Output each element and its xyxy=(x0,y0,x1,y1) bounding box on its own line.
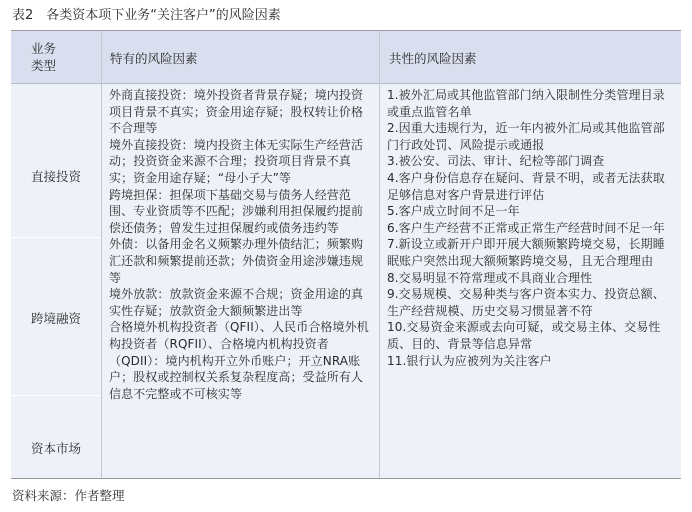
common-risk-item: 9.交易规模、交易种类与客户资本实力、投资总额、生产经营规模、历史交易习惯显著不符 xyxy=(387,287,665,318)
row-label-direct-investment: 直接投资 xyxy=(30,169,81,184)
common-risk-item: 10.交易资金来源或去向可疑，或交易主体、交易性质、目的、背景等信息异常 xyxy=(387,320,661,351)
common-risk-item: 4.客户身份信息存在疑问、背景不明，或者无法获取足够信息对客户背景进行评估 xyxy=(387,170,665,202)
header-business-type xyxy=(31,40,81,74)
business-type-column xyxy=(11,84,101,478)
specific-risk-direct-investment: 外商直接投资：境外投资者背景存疑；境内投资项目背景不真实；资金用途存疑；股权转让价格不合理等 境外直接投资：境内投资主体无实际生产经营活动；投资资金来源不合理；投资项目背景不真实；资金用途存疑；“母小子大”等 xyxy=(109,88,364,185)
column-divider-1 xyxy=(101,31,102,478)
header-business-type-text: 业务 类型 xyxy=(31,41,57,73)
common-risk-item: 11.银行认为应被列为关注客户 xyxy=(387,353,552,368)
row-label-cross-border-financing: 跨境融资 xyxy=(30,311,81,326)
specific-risk-cross-border-financing: 跨境担保：担保项下基础交易与债务人经营范围、专业资质等不匹配；涉嫌利用担保履约提前偿还债务；曾发生过担保履约或债务违约等 外债：以备用金名义频繁办理外债结汇；频繁购汇还款和频繁提前还款；外债资金用途涉嫌违规等 境外放款：放款资金来源不合规；资金用途的真实性存疑；放款资金大额频繁进出等 xyxy=(109,187,364,318)
common-risk-column xyxy=(387,87,675,369)
common-risk-item: 7.新设立或新开户即开展大额频繁跨境交易，长期睡眠账户突然出现大额频繁跨境交易，且无合理理由 xyxy=(387,237,665,268)
common-risk-item: 6.客户生产经营不正常或正常生产经营时间不足一年 xyxy=(387,220,665,235)
common-risk-item: 8.交易明显不符常理或不具商业合理性 xyxy=(387,270,593,285)
specific-risk-column xyxy=(109,87,375,402)
common-risk-item: 5.客户成立时间不足一年 xyxy=(387,204,520,219)
row-label-capital-market: 资本市场 xyxy=(30,441,81,456)
header-common-risks: 共性的风险因素 xyxy=(389,51,477,66)
column-divider-2 xyxy=(379,31,380,478)
common-risk-item: 1.被外汇局或其他监管部门纳入限制性分类管理目录或重点监管名单 xyxy=(387,88,665,119)
common-risk-item: 2.因重大违规行为，近一年内被外汇局或其他监管部门行政处罚、风险提示或通报 xyxy=(387,121,665,152)
specific-risk-capital-market: 合格境外机构投资者（QFII）、人民币合格境外机构投资者（RQFII）、合格境内机构投资者（QDII）：境内机构开立外币账户；开立NRA账户；股权或控制权关系复杂程度高；受益所有人信息不完整或不可核实等 xyxy=(109,320,369,401)
header-specific-risks: 特有的风险因素 xyxy=(110,51,198,66)
table-caption: 表2 各类资本项下业务“关注客户”的风险因素 xyxy=(12,8,281,23)
table-header-row xyxy=(11,31,681,84)
risk-factor-table xyxy=(11,30,681,479)
row-separator xyxy=(11,237,101,238)
common-risk-item: 3.被公安、司法、审计、纪检等部门调查 xyxy=(387,154,605,169)
source-note: 资料来源：作者整理 xyxy=(12,488,125,503)
row-separator xyxy=(11,395,101,396)
